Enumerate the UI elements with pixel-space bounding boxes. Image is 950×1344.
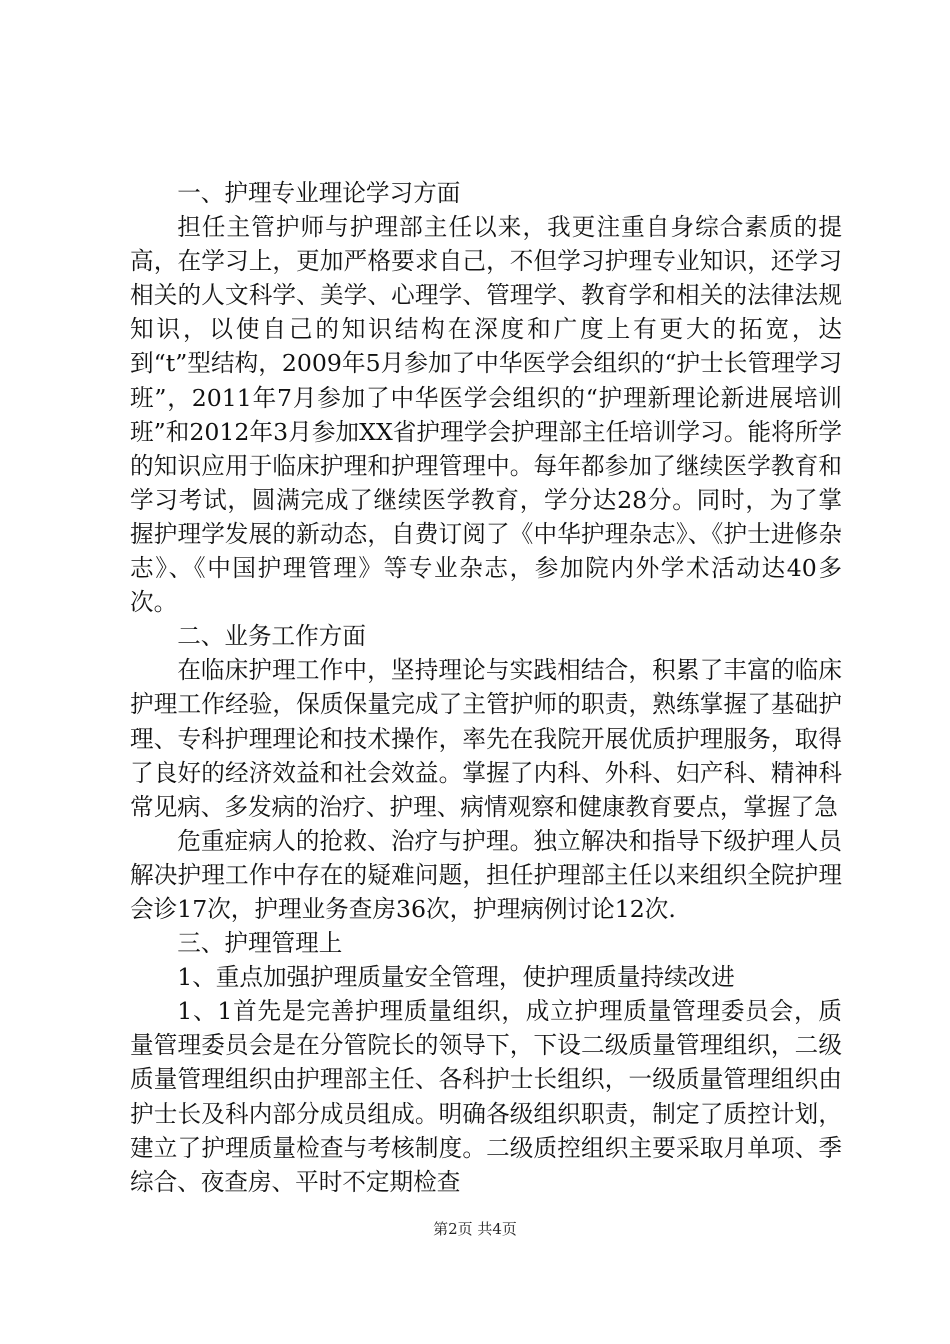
document-body xyxy=(130,176,842,1199)
body-paragraph: 担任主管护师与护理部主任以来，我更注重自身综合素质的提高，在学习上，更加严格要求自己，不但学习护理专业知识，还学习相关的人文科学、美学、心理学、管理学、教育学和相关的法律法规知识，以使自己的知识结构在深度和广度上有更大的拓宽，达到“t”型结构，2009年5月参加了中华医学会组织的“护士长管理学习班”，2011年7月参加了中华医学会组织的“护理新理论新进展培训班”和2012年3月参加XX省护理学会护理部主任培训学习。能将所学的知识应用于临床护理和护理管理中。每年都参加了继续医学教育和学习考试，圆满完成了继续医学教育，学分达28分。同时，为了掌握护理学发展的新动态，自费订阅了《中华护理杂志》、《护士进修杂志》、《中国护理管理》等专业杂志，参加院内外学术活动达40多次。 xyxy=(130,213,842,617)
section-heading: 一、护理专业理论学习方面 xyxy=(177,179,461,207)
body-paragraph: 危重症病人的抢救、治疗与护理。独立解决和指导下级护理人员解决护理工作中存在的疑难问题，担任护理部主任以来组织全院护理会诊17次，护理业务查房36次，护理病例讨论12次. xyxy=(130,826,842,923)
section-heading: 三、护理管理上 xyxy=(177,929,343,958)
body-paragraph: 1、1首先是完善护理质量组织，成立护理质量管理委员会，质量管理委员会是在分管院长的领导下，下设二级质量管理组织，二级质量管理组织由护理部主任、各科护士长组织，一级质量管理组织由护士长及科内部分成员组成。明确各级组织职责，制定了质控计划，建立了护理质量检查与考核制度。二级质控组织主要采取月单项、季综合、夜查房、平时不定期检查 xyxy=(130,997,842,1196)
page-number-footer: 第2页 共4页 xyxy=(433,1220,517,1238)
sub-heading: 1、重点加强护理质量安全管理，使护理质量持续改进 xyxy=(177,963,735,992)
section-heading: 二、业务工作方面 xyxy=(177,622,366,651)
body-paragraph: 在临床护理工作中，坚持理论与实践相结合，积累了丰富的临床护理工作经验，保质保量完成了主管护师的职责，熟练掌握了基础护理、专科护理理论和技术操作，率先在我院开展优质护理服务，取得了良好的经济效益和社会效益。掌握了内科、外科、妇产科、精神科常见病、多发病的治疗、护理、病情观察和健康教育要点，掌握了急 xyxy=(130,656,842,821)
